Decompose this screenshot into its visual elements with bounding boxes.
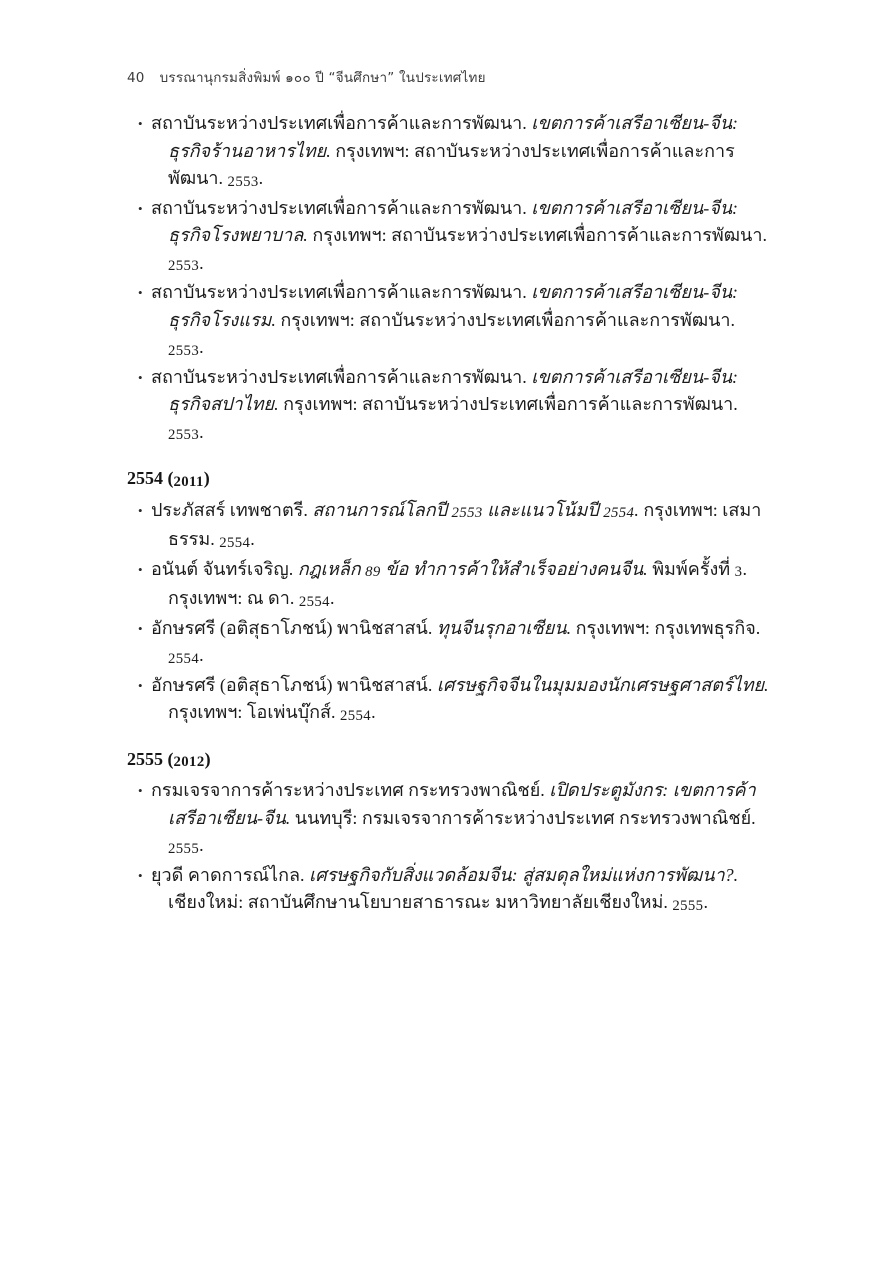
text-segment: และแนวโน้มปี	[482, 499, 604, 520]
text-segment: )	[203, 468, 210, 488]
bibliography-entry	[127, 556, 769, 615]
text-segment: .	[199, 252, 204, 273]
year-section-heading	[127, 465, 769, 495]
page-header	[127, 66, 486, 88]
text-segment: สถาบันระหว่างประเทศเพื่อการค้าและการพัฒนา.	[151, 113, 532, 133]
text-segment: .	[703, 892, 708, 912]
running-title: บรรณานุกรมสิ่งพิมพ์ ๑๐๐ ปี “จีนศึกษา” ในประเทศไทย	[159, 70, 486, 86]
bullet-icon: •	[138, 369, 143, 385]
bibliography-entry	[127, 497, 769, 556]
text-segment: เชียงใหม่: สถาบันศึกษานโยบายสาธารณะ มหาวิทยาลัยเชียงใหม่.	[168, 892, 673, 912]
text-segment: ประภัสสร์ เทพชาตรี.	[151, 499, 313, 520]
bullet-icon: •	[138, 561, 143, 577]
bibliography-entry	[127, 110, 769, 195]
bibliography-entry	[127, 862, 769, 919]
text-segment: .	[329, 588, 335, 608]
text-segment: 2554	[168, 650, 200, 667]
bibliography-entry	[127, 364, 769, 449]
text-segment: 89	[365, 564, 381, 580]
text-segment: กรุงเทพฯ: สถาบันระหว่างประเทศเพื่อการค้าและการพัฒนา.	[278, 394, 738, 414]
text-segment: กรุงเทพฯ: เสมาธรรม.	[168, 499, 762, 549]
text-segment: 2553	[168, 427, 200, 443]
text-segment: .	[258, 168, 264, 188]
text-segment: 2011	[173, 473, 204, 490]
bullet-icon: •	[138, 285, 143, 300]
text-segment: อักษรศรี (อติสุธาโภชน์) พานิชสาสน์.	[151, 674, 437, 695]
text-segment: . กรุงเทพฯ: ณ ดา.	[168, 558, 747, 608]
text-segment: 2553	[168, 342, 200, 359]
text-segment: 2553	[227, 173, 259, 190]
text-segment: ยุวดี คาดการณ์ไกล.	[151, 864, 310, 885]
text-segment: .	[250, 529, 255, 549]
bullet-icon: •	[138, 200, 143, 216]
text-segment: 2555 (	[127, 748, 174, 769]
text-segment: สถาบันระหว่างประเทศเพื่อการค้าและการพัฒนา.	[151, 366, 532, 387]
text-segment: อักษรศรี (อติสุธาโภชน์) พานิชสาสน์.	[151, 617, 437, 638]
text-segment: 2554	[339, 707, 372, 724]
text-segment: ทุนจีนรุกอาเซียน.	[436, 617, 572, 638]
text-segment: 3	[734, 564, 743, 580]
text-segment: 2554 (	[127, 468, 174, 488]
bibliography-entry	[127, 195, 769, 280]
text-segment: เปิดประตูมังกร: เขตการค้าเสรีอาเซียน-จีน.	[168, 780, 756, 828]
text-segment: 2554	[603, 505, 635, 521]
text-segment: เศรษฐกิจจีนในมุมมองนักเศรษฐศาสตร์ไทย.	[436, 674, 769, 695]
bibliography-entry	[127, 279, 769, 364]
text-segment: 2553	[451, 505, 483, 521]
text-segment: .	[371, 702, 376, 722]
bibliography-entry	[127, 777, 769, 862]
bullet-icon: •	[138, 867, 143, 883]
text-segment: ข้อ ทำการค้าให้สำเร็จอย่างคนจีน.	[380, 558, 648, 579]
bibliography-entry	[127, 615, 769, 672]
text-segment: 2553	[168, 258, 200, 274]
text-segment: .	[199, 337, 204, 357]
text-segment: เขตการค้าเสรีอาเซียน-จีน: ธุรกิจโรงแรม.	[168, 282, 739, 330]
text-segment: นนทบุรี: กรมเจรจาการค้าระหว่างประเทศ กระทรวงพาณิชย์.	[290, 807, 756, 828]
text-segment: กรมเจรจาการค้าระหว่างประเทศ กระทรวงพาณิชย์.	[151, 780, 550, 800]
text-segment: 2555	[168, 840, 200, 857]
text-segment: พิมพ์ครั้งที่	[647, 558, 735, 579]
text-segment: กฎเหล็ก	[297, 558, 366, 579]
text-segment: เศรษฐกิจกับสิ่งแวดล้อมจีน: สู่สมดุลใหม่แห่งการพัฒนา?.	[309, 864, 739, 885]
text-segment: .	[199, 421, 204, 442]
page-number: 40	[127, 70, 145, 86]
text-segment: อนันต์ จันทร์เจริญ.	[151, 558, 298, 579]
text-segment: กรุงเทพฯ: สถาบันระหว่างประเทศเพื่อการค้าและการพัฒนา.	[307, 225, 767, 245]
year-section-heading	[127, 746, 769, 776]
text-segment: สถาบันระหว่างประเทศเพื่อการค้าและการพัฒนา.	[151, 282, 532, 302]
bullet-icon: •	[138, 783, 143, 798]
text-segment: กรุงเทพฯ: โอเพ่นบุ๊กส์.	[168, 702, 340, 722]
bullet-icon: •	[138, 116, 143, 131]
text-segment: )	[204, 748, 211, 769]
bullet-icon: •	[138, 677, 143, 693]
bibliography-entry	[127, 672, 769, 729]
text-segment: .	[634, 499, 639, 520]
text-segment: กรุงเทพฯ: กรุงเทพธุรกิจ.	[571, 617, 761, 638]
bullet-icon: •	[138, 502, 143, 518]
text-segment: 2554	[219, 534, 251, 551]
text-segment: กรุงเทพฯ: สถาบันระหว่างประเทศเพื่อการค้าและการพัฒนา.	[168, 140, 735, 188]
text-segment: 2555	[672, 897, 704, 914]
text-segment: 2554	[298, 593, 330, 610]
text-segment: .	[199, 645, 204, 665]
text-segment: กรุงเทพฯ: สถาบันระหว่างประเทศเพื่อการค้าและการพัฒนา.	[275, 309, 735, 330]
text-segment: เขตการค้าเสรีอาเซียน-จีน: ธุรกิจสปาไทย.	[168, 366, 739, 414]
bibliography	[127, 110, 769, 919]
bullet-icon: •	[138, 620, 143, 636]
text-segment: เขตการค้าเสรีอาเซียน-จีน: ธุรกิจร้านอาหารไทย.	[168, 113, 739, 161]
text-segment: สถานการณ์โลกปี	[312, 499, 452, 520]
text-segment: สถาบันระหว่างประเทศเพื่อการค้าและการพัฒนา.	[151, 197, 532, 218]
text-segment: เขตการค้าเสรีอาเซียน-จีน: ธุรกิจโรงพยาบาล.	[168, 197, 739, 245]
text-segment: .	[199, 835, 204, 855]
text-segment: 2012	[173, 754, 205, 770]
